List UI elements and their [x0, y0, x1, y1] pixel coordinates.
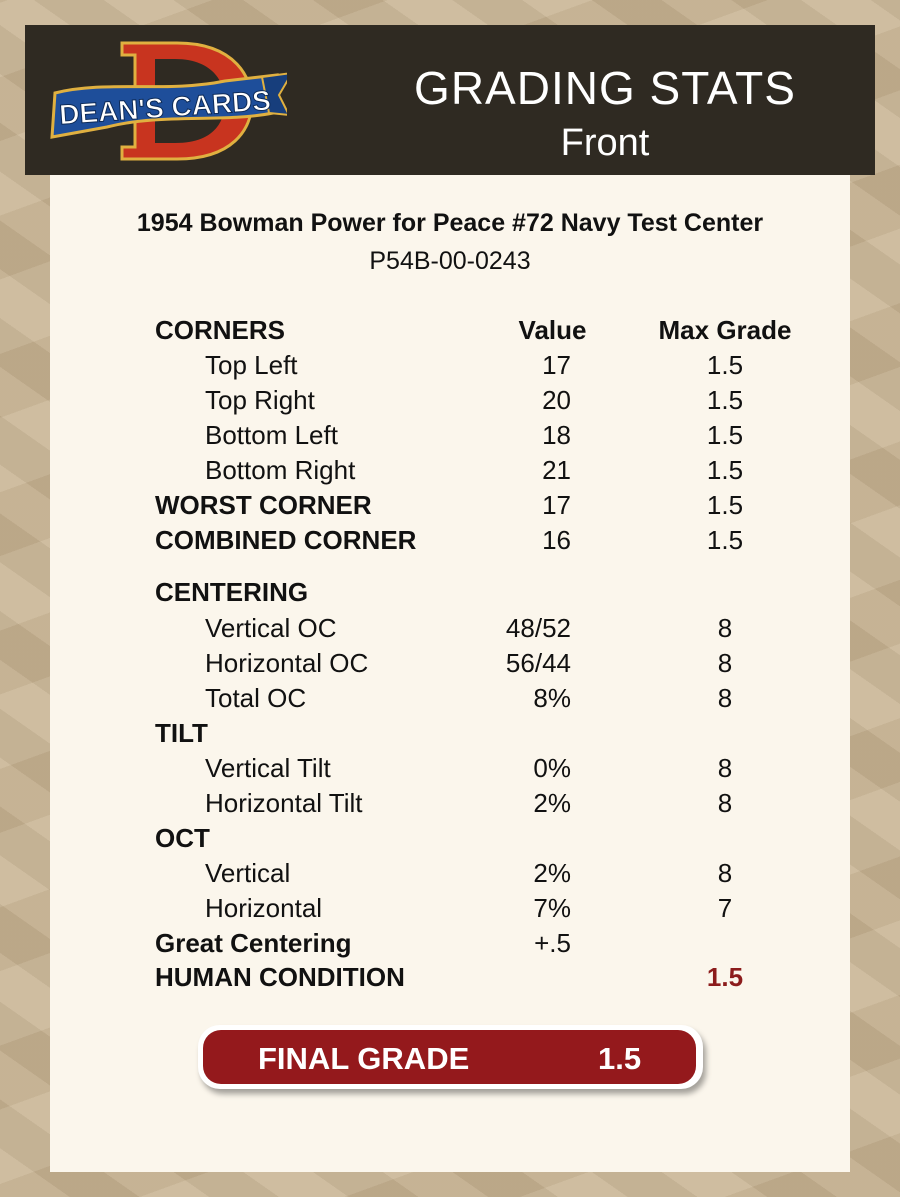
- tilt-header-row: [0, 718, 900, 752]
- section-label-tilt: TILT: [155, 718, 208, 748]
- card-id: P54B-00-0243: [369, 247, 531, 275]
- row-max-grade: 1.5: [706, 490, 744, 520]
- centering-header-row: [0, 577, 900, 611]
- row-label: Top Left: [205, 350, 298, 380]
- row-value: 21: [542, 455, 571, 485]
- row-label: HUMAN CONDITION: [155, 962, 405, 992]
- section-label-oct: OCT: [155, 823, 210, 853]
- card-title: 1954 Bowman Power for Peace #72 Navy Test Center: [136, 209, 764, 237]
- table-row: [0, 788, 900, 822]
- table-row: [0, 385, 900, 419]
- corners-header-row: [0, 315, 900, 349]
- header-bar: [25, 25, 875, 175]
- great-centering-row: [0, 928, 900, 962]
- row-max-grade: 1.5: [706, 962, 744, 992]
- page-title: GRADING STATS: [414, 62, 796, 114]
- human-condition-row: [0, 962, 900, 996]
- row-label: WORST CORNER: [155, 490, 372, 520]
- row-value: 56/44: [505, 648, 571, 678]
- row-label: Total OC: [205, 683, 307, 713]
- table-row: [0, 683, 900, 717]
- oct-header-row: [0, 823, 900, 857]
- row-label: Vertical: [205, 858, 291, 888]
- logo-text: DEAN'S CARDS: [58, 84, 272, 131]
- row-max-grade: 8: [717, 648, 733, 678]
- worst-corner-row: [0, 490, 900, 524]
- row-value: 17: [542, 490, 571, 520]
- row-max-grade: 1.5: [706, 525, 744, 555]
- row-value: 8%: [533, 683, 571, 713]
- row-max-grade: 1.5: [706, 455, 744, 485]
- page-subtitle: Front: [560, 122, 650, 164]
- row-max-grade: 1.5: [706, 350, 744, 380]
- row-value: 7%: [533, 893, 571, 923]
- row-max-grade: 1.5: [706, 385, 744, 415]
- row-value: 2%: [533, 788, 571, 818]
- row-value: 48/52: [505, 613, 571, 643]
- row-label: Horizontal OC: [205, 648, 369, 678]
- row-label: Bottom Left: [205, 420, 338, 450]
- row-value: 2%: [533, 858, 571, 888]
- row-max-grade: 8: [717, 788, 733, 818]
- table-row: [0, 893, 900, 927]
- final-grade-bar: [203, 1030, 696, 1084]
- row-label: Vertical OC: [205, 613, 337, 643]
- table-row: [0, 613, 900, 647]
- row-label: COMBINED CORNER: [155, 525, 417, 555]
- row-value: 18: [542, 420, 571, 450]
- column-header-value: Value: [518, 315, 587, 345]
- combined-corner-row: [0, 525, 900, 559]
- table-row: [0, 858, 900, 892]
- row-label: Vertical Tilt: [205, 753, 331, 783]
- row-max-grade: 8: [717, 858, 733, 888]
- row-label: Bottom Right: [205, 455, 356, 485]
- final-grade-badge: [198, 1025, 703, 1089]
- table-row: [0, 420, 900, 454]
- final-grade-value: 1.5: [598, 1041, 642, 1076]
- section-label-centering: CENTERING: [155, 577, 309, 607]
- row-max-grade: 8: [717, 753, 733, 783]
- row-max-grade: 7: [717, 893, 733, 923]
- table-row: [0, 455, 900, 489]
- row-label: Horizontal Tilt: [205, 788, 363, 818]
- table-row: [0, 350, 900, 384]
- row-label: Horizontal: [205, 893, 323, 923]
- column-header-max-grade: Max Grade: [658, 315, 792, 345]
- section-label-corners: CORNERS: [155, 315, 286, 345]
- row-value: 20: [542, 385, 571, 415]
- row-value: 16: [542, 525, 571, 555]
- row-value: +.5: [534, 928, 571, 958]
- row-max-grade: 1.5: [706, 420, 744, 450]
- table-row: [0, 753, 900, 787]
- final-grade-label: FINAL GRADE: [258, 1041, 470, 1076]
- deans-cards-logo: [47, 35, 287, 165]
- row-value: 17: [542, 350, 571, 380]
- table-row: [0, 648, 900, 682]
- row-value: 0%: [533, 753, 571, 783]
- row-max-grade: 8: [717, 613, 733, 643]
- row-label: Great Centering: [155, 928, 352, 958]
- row-max-grade: 8: [717, 683, 733, 713]
- row-label: Top Right: [205, 385, 315, 415]
